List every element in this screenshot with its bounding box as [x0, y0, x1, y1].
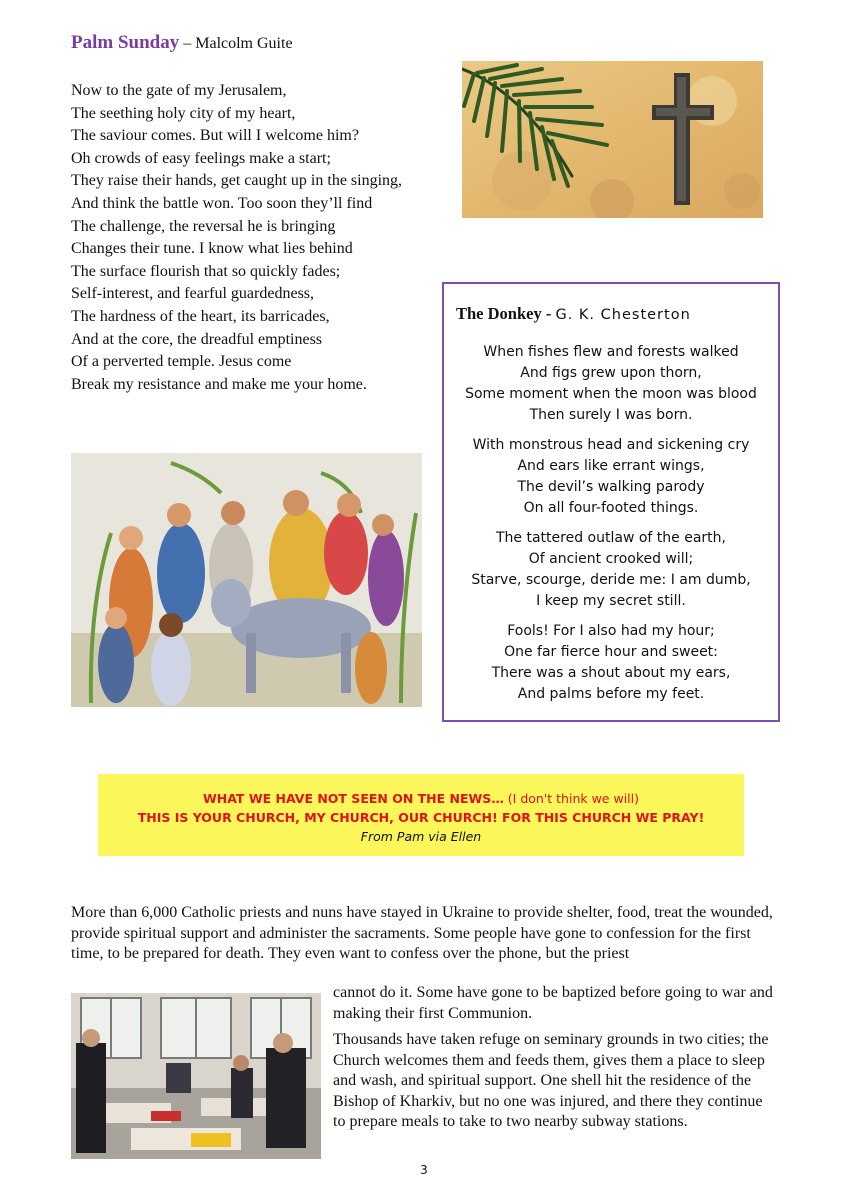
- stanza-line: Some moment when the moon was blood: [465, 386, 757, 402]
- poem-line: The saviour comes. But will I welcome him?: [71, 127, 359, 145]
- poem-line: Oh crowds of easy feelings make a start;: [71, 149, 331, 167]
- stanza-line: Fools! For I also had my hour;: [507, 623, 715, 639]
- stanza-line: And palms before my feet.: [517, 686, 705, 702]
- stanza: [444, 528, 778, 612]
- title-separator: –: [179, 35, 196, 52]
- poem-line: And think the battle won. Too soon they’ll find: [71, 194, 373, 212]
- stanza-line: Of ancient crooked will;: [528, 551, 694, 567]
- donkey-title: The Donkey -: [456, 304, 552, 323]
- article-intro: More than 6,000 Catholic priests and nuns have stayed in Ukraine to provide shelter, food, treat the wounded, provide spiritual support and administer the sacraments. Some people have gone to confession for the first time, to be prepared for death. They even want to confess over the phone, but the priest: [71, 904, 773, 962]
- poem-title: Palm Sunday: [71, 32, 180, 53]
- news-credit: From Pam via Ellen: [360, 829, 482, 844]
- donkey-author: G. K. Chesterton: [555, 307, 691, 323]
- stanza: [444, 342, 778, 426]
- poem-line: Self-interest, and fearful guardedness,: [71, 285, 315, 303]
- article-paragraph: Thousands have taken refuge on seminary grounds in two cities; the Church welcomes them and feeds them, gives them a place to sleep and wash, and spiritual support. One shell hit the residence of the Bishop of Kharkiv, but no one was injured, and there they continue to prepare meals to take to two nearby subway stations.: [333, 1031, 769, 1130]
- page-number: 3: [420, 1163, 428, 1177]
- news-callout-box: [98, 774, 744, 856]
- poem-author: Malcolm Guite: [195, 35, 293, 52]
- palm-sunday-poem: [71, 80, 441, 396]
- stanza-line: The tattered outlaw of the earth,: [496, 530, 726, 546]
- news-headline: WHAT WE HAVE NOT SEEN ON THE NEWS…: [202, 791, 504, 806]
- stanza-line: Then surely I was born.: [529, 407, 693, 423]
- news-line-1: [98, 789, 744, 808]
- poem-line: Of a perverted temple. Jesus come: [71, 353, 292, 371]
- stanza: [444, 621, 778, 705]
- poem-line: The surface flourish that so quickly fades;: [71, 262, 341, 280]
- article-continued: [333, 983, 778, 1139]
- article-paragraph: cannot do it. Some have gone to be baptized before going to war and making their first Communion.: [333, 984, 773, 1022]
- news-line-2: THIS IS YOUR CHURCH, MY CHURCH, OUR CHURCH! FOR THIS CHURCH WE PRAY!: [137, 810, 705, 825]
- stanza-line: And ears like errant wings,: [517, 458, 705, 474]
- poem-line: Now to the gate of my Jerusalem,: [71, 82, 287, 99]
- poem-line: Changes their tune. I know what lies behind: [71, 240, 353, 258]
- stanza-line: And figs grew upon thorn,: [520, 365, 702, 381]
- poem-line: The hardness of the heart, its barricades,: [71, 307, 330, 325]
- news-aside: (I don't think we will): [503, 791, 639, 806]
- poem-line: The challenge, the reversal he is bringing: [71, 217, 336, 235]
- donkey-poem-box: [442, 282, 780, 722]
- stanza: [444, 435, 778, 519]
- stanza-line: One far fierce hour and sweet:: [504, 644, 718, 660]
- palm-cross-image: [462, 61, 763, 218]
- poem-line: They raise their hands, get caught up in the singing,: [71, 172, 403, 190]
- poem-line: The seething holy city of my heart,: [71, 104, 296, 122]
- donkey-heading: [456, 304, 691, 324]
- stanza-line: The devil’s walking parody: [517, 479, 705, 495]
- shelter-photo-image: [71, 993, 321, 1159]
- stanza-line: Starve, scourge, deride me: I am dumb,: [471, 572, 751, 588]
- stanza-line: With monstrous head and sickening cry: [472, 437, 750, 453]
- poem-line: And at the core, the dreadful emptiness: [71, 330, 323, 348]
- donkey-stanzas: [444, 342, 778, 714]
- stanza-line: When fishes flew and forests walked: [483, 344, 739, 360]
- stanza-line: I keep my secret still.: [536, 593, 686, 609]
- procession-painting-image: [71, 453, 422, 707]
- stanza-line: There was a shout about my ears,: [491, 665, 731, 681]
- poem-line: Break my resistance and make me your home.: [71, 375, 367, 393]
- page-title: [71, 32, 293, 54]
- stanza-line: On all four-footed things.: [523, 500, 699, 516]
